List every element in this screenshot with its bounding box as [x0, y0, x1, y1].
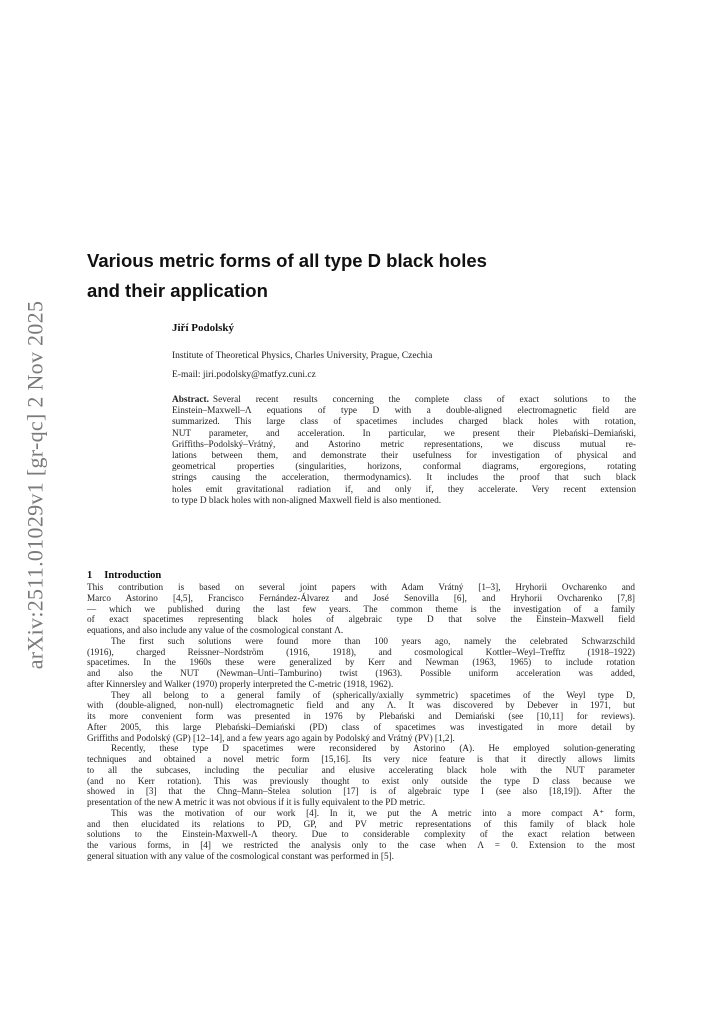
body-line: They all belong to a general family of (spherically/axially symmetric) spacetimes of the Weyl type D,	[111, 689, 635, 700]
body-line: and also the NUT (Newman–Unti–Tamburino) twist (1963). Possible uniform acceleration was added,	[87, 668, 635, 678]
arxiv-identifier: arXiv:2511.01029v1 [gr-qc] 2 Nov 2025	[22, 300, 48, 669]
title-line-2: and their application	[87, 280, 268, 301]
body-line: Marco Astorino [4,5], Francisco Fernández-Álvarez and José Senovilla [6], and Hryhorii Ovcharenko [7,8]	[87, 592, 635, 603]
body-line: after Kinnersley and Walker (1970) properly interpreted the C-metric (1918, 1962).	[87, 678, 394, 689]
body-line: (and no Kerr rotation). This was previously thought to exist only outside the type D class because we	[87, 775, 635, 786]
abstract-line: holes emit gravitational radiation if, and only if, they accelerate. Very recent extension	[172, 484, 636, 495]
title-line-1: Various metric forms of all type D black holes	[87, 250, 487, 271]
body-line: presentation of the new A metric it was not obvious if it is fully equivalent to the PD metric.	[87, 797, 426, 807]
abstract-line	[172, 395, 636, 406]
author-email: E-mail: jiri.podolsky@matfyz.cuni.cz	[172, 370, 316, 380]
body-line: and then elucidated its relations to PD, GP, and PV metric representations of this family of black hole	[87, 818, 635, 829]
body-line: of exact spacetimes representing black holes of algebraic type D that solve the Einstein–Maxwell field	[87, 614, 635, 625]
body-line: Recently, these type D spacetimes were reconsidered by Astorino (A). He employed solution-generating	[111, 743, 635, 754]
body-line: to all the subcases, including the peculiar and elusive accelerating black hole with the NUT parameter	[87, 764, 635, 775]
author-name: Jiří Podolský	[172, 322, 235, 334]
body-line: showed in [3] that the Chng–Mann–Stelea solution [17] is of algebraic type I (see also [18,19]). After the	[87, 786, 635, 797]
abstract	[172, 395, 636, 507]
paragraph-3	[87, 690, 635, 744]
body-line: Griffiths and Podolský (GP) [12–14], and a few years ago again by Podolský and Vrátný (PV) [1,2].	[87, 732, 455, 743]
abstract-line: geometrical properties (singularities, horizons, conformal diagrams, ergoregions, rotating	[172, 462, 636, 473]
body-line: (1916), charged Reissner–Nordström (1916, 1918), and cosmological Kottler–Weyl–Trefftz (1918–1922)	[87, 646, 635, 657]
abstract-line: to type D black holes with non-aligned Maxwell field is also mentioned.	[172, 495, 442, 506]
abstract-line: strings causing the acceleration, thermodynamics). It includes the proof that such black	[172, 473, 636, 484]
section-heading	[87, 570, 161, 581]
abstract-text: Several recent results concerning the complete class of exact solutions to the	[212, 395, 636, 405]
body-line: solutions to the Einstein-Maxwell-Λ theory. Due to considerable complexity of the exact relation between	[87, 829, 635, 840]
paragraph-5	[87, 808, 635, 862]
paper-title	[87, 246, 607, 306]
paragraph-2	[87, 636, 635, 690]
section-number: 1	[87, 570, 93, 581]
body-line: This contribution is based on several joint papers with Adam Vrátný [1–3], Hryhorii Ovcharenko and	[87, 582, 635, 592]
body-line: its more convenient form was presented in 1976 by Plebański and Demiański (see [10,11] for reviews).	[87, 711, 635, 721]
body-line: After 2005, this large Plebański–Demiański (PD) class of spacetimes was investigated in more detail by	[87, 721, 635, 732]
body-line: the various forms, in [4] we restricted the analysis only to the case when Λ = 0. Extension to the most	[87, 840, 635, 850]
paragraph-1	[87, 582, 635, 636]
abstract-line: lations between them, and demonstrate their usefulness for investigation of physical and	[172, 451, 636, 462]
abstract-line: Griffiths–Podolský–Vrátný, and Astorino metric representations, we discuss mutual re-	[172, 439, 636, 450]
body-line: with (double-aligned, non-null) electromagnetic field and any Λ. It was discovered by Debever in 1971, but	[87, 700, 635, 711]
section-title: Introduction	[104, 570, 162, 581]
abstract-line: Einstein–Maxwell–Λ equations of type D with a double-aligned electromagnetic field are	[172, 406, 636, 417]
arxiv-sidebar	[20, 300, 50, 669]
body-line: The first such solutions were found more than 100 years ago, namely the celebrated Schwarzschild	[111, 635, 635, 646]
body-line: — which we published during the last few years. The common theme is the investigation of a family	[87, 603, 635, 614]
abstract-line: NUT parameter, and acceleration. In particular, we present their Plebański–Demiański,	[172, 428, 636, 439]
abstract-label: Abstract.	[172, 395, 209, 405]
section-body	[87, 582, 635, 862]
body-line: general situation with any value of the cosmological constant was performed in [5].	[87, 850, 394, 861]
abstract-line: summarized. This large class of spacetimes includes charged black holes with rotation,	[172, 417, 636, 428]
body-line: techniques and obtained a novel metric form [15,16]. Its very nice feature is that it directly allows limits	[87, 754, 635, 764]
paragraph-4	[87, 743, 635, 808]
author-affiliation: Institute of Theoretical Physics, Charles University, Prague, Czechia	[172, 351, 433, 361]
body-line: spacetimes. In the 1960s these were generalized by Kerr and Newman (1963, 1965) to include rotation	[87, 657, 635, 668]
body-line: This was the motivation of our work [4]. In it, we put the A metric into a more compact A⁺ form,	[111, 807, 635, 818]
body-line: equations, and also include any value of the cosmological constant Λ.	[87, 625, 344, 635]
